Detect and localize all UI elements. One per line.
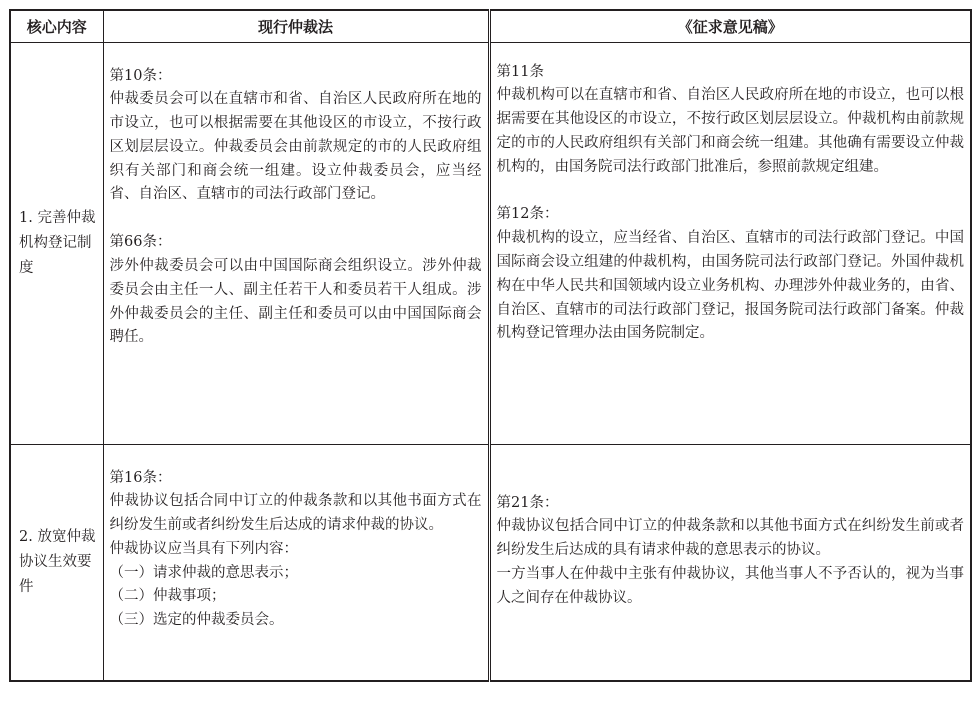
header-core-content: 核心内容 — [10, 10, 103, 42]
list-item: （二）仲裁事项； — [109, 588, 226, 605]
article-number: 第66条： — [109, 234, 172, 251]
header-row — [10, 10, 971, 42]
article-number: 第10条： — [109, 67, 172, 84]
article-block — [110, 65, 482, 208]
article-number: 第21条： — [496, 494, 559, 511]
article-text: 仲裁机构的设立，应当经省、自治区、直辖市的司法行政部门登记。中国国际商会设立组建的仲裁机构，由国务院司法行政部门登记。外国仲裁机构在中华人民共和国领域内设立业务机构、办理涉外仲裁业务的，由省、自治区、直辖市的司法行政部门登记，报国务院司法行政部门备案。仲裁机构登记管理办法由国务院制定。 — [496, 230, 964, 342]
draft-cell — [489, 444, 971, 681]
table-row — [10, 42, 971, 444]
table-row — [10, 444, 971, 681]
article-text: 涉外仲裁委员会可以由中国国际商会组织设立。涉外仲裁委员会由主任一人、副主任若干人和委员若干人组成。涉外仲裁委员会的主任、副主任和委员可以由中国国际商会聘任。 — [109, 258, 482, 346]
article-block — [497, 203, 965, 346]
article-text: 仲裁协议包括合同中订立的仲裁条款和以其他书面方式在纠纷发生前或者纠纷发生后达成的请求仲裁的协议。 — [109, 493, 482, 534]
current-law-cell — [103, 42, 489, 444]
article-intro: 仲裁协议应当具有下列内容： — [109, 540, 298, 557]
article-number: 第12条： — [496, 206, 559, 223]
header-draft: 《征求意见稿》 — [489, 10, 971, 42]
article-text: 仲裁机构可以在直辖市和省、自治区人民政府所在地的市设立，也可以根据需要在其他设区的市设立，不按行政区划层层设立。仲裁机构由前款规定的市的人民政府组织有关部门和商会统一组建。其他确有需要设立仲裁机构的，由国务院司法行政部门批准后，参照前款规定组建。 — [496, 87, 964, 175]
article-block — [110, 467, 482, 634]
article-block — [110, 231, 482, 350]
article-number: 第11条 — [496, 63, 544, 80]
header-current-law: 现行仲裁法 — [103, 10, 489, 42]
article-text: 一方当事人在仲裁中主张有仲裁协议，其他当事人不予否认的，视为当事人之间存在仲裁协议。 — [496, 565, 964, 606]
article-block — [497, 61, 965, 180]
topic-cell: 2. 放宽仲裁协议生效要件 — [10, 444, 103, 681]
current-law-cell — [103, 444, 489, 681]
list-item: （一）请求仲裁的意思表示； — [109, 564, 298, 581]
article-text: 仲裁委员会可以在直辖市和省、自治区人民政府所在地的市设立，也可以根据需要在其他设区的市设立，不按行政区划层层设立。仲裁委员会由前款规定的市的人民政府组织有关部门和商会统一组建。设立仲裁委员会，应当经省、自治区、直辖市的司法行政部门登记。 — [109, 91, 482, 203]
article-number: 第16条： — [109, 469, 172, 486]
list-item: （三）选定的仲裁委员会。 — [109, 612, 284, 629]
comparison-table — [9, 9, 972, 682]
draft-cell — [489, 42, 971, 444]
article-text: 仲裁协议包括合同中订立的仲裁条款和以其他书面方式在纠纷发生前或者纠纷发生后达成的具有请求仲裁的意思表示的协议。 — [496, 518, 964, 559]
article-block — [497, 492, 965, 611]
topic-cell: 1. 完善仲裁机构登记制度 — [10, 42, 103, 444]
